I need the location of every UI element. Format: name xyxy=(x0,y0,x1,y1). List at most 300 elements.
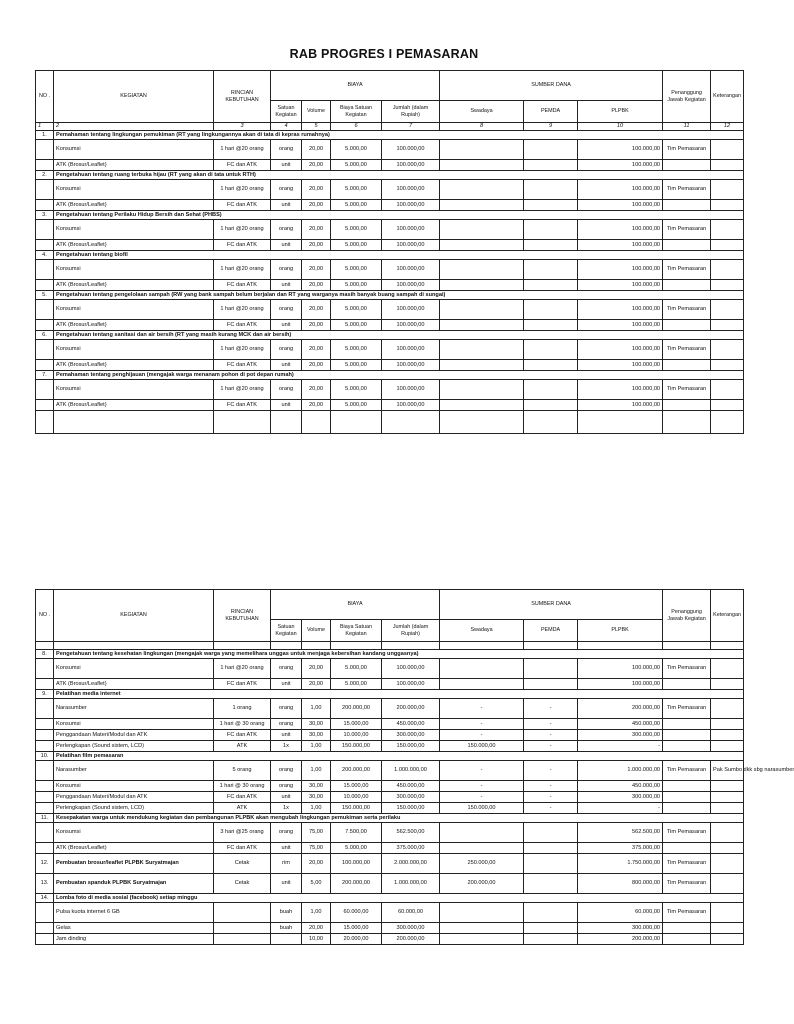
satuan-cell: orang xyxy=(271,180,302,200)
biaya-satuan-cell: 150.000,00 xyxy=(331,803,382,814)
kegiatan-cell: ATK (Brosur/Leaflet) xyxy=(54,320,214,331)
biaya-satuan-cell: 200.000,00 xyxy=(331,874,382,894)
jumlah-cell: 100.000,00 xyxy=(382,400,440,411)
header-pemda: PEMDA xyxy=(524,101,578,123)
rincian-cell: FC dan ATK xyxy=(214,320,271,331)
section-header-row xyxy=(36,894,744,903)
satuan-cell: orang xyxy=(271,781,302,792)
biaya-satuan-cell: 5.000,00 xyxy=(331,400,382,411)
rincian-cell: 1 hari @20 orang xyxy=(214,659,271,679)
keterangan-cell xyxy=(711,823,744,843)
penanggung-jawab-cell xyxy=(663,730,711,741)
header-satuan: Satuan Kegiatan xyxy=(271,620,302,642)
plpbk-cell: 100.000,00 xyxy=(578,320,663,331)
jumlah-cell: 150.000,00 xyxy=(382,741,440,752)
table-row xyxy=(36,792,744,803)
section-title: Pengetahuan tentang pengelolaan sampah (RW yang bank sampah belum berjalan dan RT yang warganya masih banyak buang sampah di sungai) xyxy=(54,291,744,300)
penanggung-jawab-cell: Tim Pemasaran xyxy=(663,260,711,280)
volume-cell: 20,00 xyxy=(302,923,331,934)
column-number: 12 xyxy=(711,123,744,131)
row-number-cell xyxy=(36,659,54,679)
header-keterangan: Keterangan xyxy=(711,590,744,642)
section-number: 6. xyxy=(36,331,54,340)
biaya-satuan-cell: 200.000,00 xyxy=(331,699,382,719)
pemda-cell xyxy=(524,874,578,894)
biaya-satuan-cell: 10.000,00 xyxy=(331,730,382,741)
section-title: Pengetahuan tentang kesehatan lingkungan (mengajak warga yang memelihara unggas untuk menjaga kebersihan kandang unggasnya) xyxy=(54,650,744,659)
biaya-satuan-cell: 5.000,00 xyxy=(331,360,382,371)
penanggung-jawab-cell xyxy=(663,280,711,291)
volume-cell: 20,00 xyxy=(302,854,331,874)
kegiatan-cell: Konsumsi xyxy=(54,719,214,730)
penanggung-jawab-cell xyxy=(663,160,711,171)
plpbk-cell: 100.000,00 xyxy=(578,380,663,400)
penanggung-jawab-cell xyxy=(663,843,711,854)
rincian-cell: FC dan ATK xyxy=(214,360,271,371)
swadaya-cell: - xyxy=(440,730,524,741)
column-number: 7 xyxy=(382,123,440,131)
keterangan-cell xyxy=(711,923,744,934)
volume-cell: 20,00 xyxy=(302,220,331,240)
section-header-row xyxy=(36,251,744,260)
section-number: 14. xyxy=(36,894,54,903)
table-row xyxy=(36,803,744,814)
column-number-row xyxy=(36,123,744,131)
keterangan-cell xyxy=(711,240,744,251)
penanggung-jawab-cell: Tim Pemasaran xyxy=(663,140,711,160)
rab-table-page-1 xyxy=(35,70,744,434)
row-number-cell xyxy=(36,260,54,280)
rincian-cell: 1 hari @20 orang xyxy=(214,140,271,160)
pemda-cell xyxy=(524,854,578,874)
biaya-satuan-cell: 5.000,00 xyxy=(331,180,382,200)
pemda-cell xyxy=(524,843,578,854)
header-biaya-satuan: Biaya Satuan Kegiatan xyxy=(331,620,382,642)
biaya-satuan-cell: 20.000,00 xyxy=(331,934,382,945)
volume-cell: 1,00 xyxy=(302,903,331,923)
header-biaya-satuan: Biaya Satuan Kegiatan xyxy=(331,101,382,123)
row-number-cell xyxy=(36,300,54,320)
penanggung-jawab-cell: Tim Pemasaran xyxy=(663,300,711,320)
pemda-cell xyxy=(524,659,578,679)
blank-cell xyxy=(382,411,440,434)
section-number: 2. xyxy=(36,171,54,180)
kegiatan-cell: Konsumsi xyxy=(54,180,214,200)
table-row xyxy=(36,340,744,360)
kegiatan-cell: Konsumsi xyxy=(54,659,214,679)
header-satuan: Satuan Kegiatan xyxy=(271,101,302,123)
pemda-cell: - xyxy=(524,699,578,719)
plpbk-cell: 450.000,00 xyxy=(578,781,663,792)
rincian-cell: ATK xyxy=(214,803,271,814)
keterangan-cell xyxy=(711,679,744,690)
pemda-cell xyxy=(524,180,578,200)
plpbk-cell: 100.000,00 xyxy=(578,340,663,360)
biaya-satuan-cell: 5.000,00 xyxy=(331,140,382,160)
jumlah-cell: 2.000.000,00 xyxy=(382,854,440,874)
volume-cell: 1,00 xyxy=(302,699,331,719)
volume-cell: 20,00 xyxy=(302,679,331,690)
satuan-cell: rim xyxy=(271,854,302,874)
rincian-cell: FC dan ATK xyxy=(214,843,271,854)
pemda-cell xyxy=(524,934,578,945)
section-title: Pemahaman tentang penghijauan (mengajak warga menanam pohon di pot depan rumah) xyxy=(54,371,744,380)
header-sumber-dana: SUMBER DANA xyxy=(440,590,663,620)
keterangan-cell xyxy=(711,874,744,894)
plpbk-cell: 300.000,00 xyxy=(578,792,663,803)
keterangan-cell xyxy=(711,781,744,792)
row-number-cell xyxy=(36,792,54,803)
jumlah-cell: 1.000.000,00 xyxy=(382,874,440,894)
row-number-cell xyxy=(36,934,54,945)
volume-cell: 20,00 xyxy=(302,200,331,211)
plpbk-cell: 100.000,00 xyxy=(578,360,663,371)
keterangan-cell xyxy=(711,280,744,291)
table-row xyxy=(36,400,744,411)
rincian-cell: FC dan ATK xyxy=(214,280,271,291)
blank-cell xyxy=(578,411,663,434)
pemda-cell: - xyxy=(524,730,578,741)
kegiatan-cell: Konsumsi xyxy=(54,220,214,240)
section-title: Pelatihan media internet xyxy=(54,690,744,699)
rincian-cell: 1 hari @20 orang xyxy=(214,380,271,400)
pemda-cell: - xyxy=(524,803,578,814)
row-number-cell xyxy=(36,160,54,171)
swadaya-cell: - xyxy=(440,792,524,803)
biaya-satuan-cell: 200.000,00 xyxy=(331,761,382,781)
jumlah-cell: 300.000,00 xyxy=(382,730,440,741)
penanggung-jawab-cell: Tim Pemasaran xyxy=(663,903,711,923)
volume-cell: 20,00 xyxy=(302,320,331,331)
volume-cell: 1,00 xyxy=(302,803,331,814)
kegiatan-cell: Konsumsi xyxy=(54,140,214,160)
header-rincian: RINCIAN KEBUTUHAN xyxy=(214,590,271,642)
volume-cell: 20,00 xyxy=(302,260,331,280)
satuan-cell: unit xyxy=(271,730,302,741)
pemda-cell: - xyxy=(524,741,578,752)
keterangan-cell xyxy=(711,730,744,741)
biaya-satuan-cell: 15.000,00 xyxy=(331,923,382,934)
swadaya-cell xyxy=(440,340,524,360)
plpbk-cell: 200.000,00 xyxy=(578,934,663,945)
kegiatan-cell: ATK (Brosur/Leaflet) xyxy=(54,679,214,690)
satuan-cell: orang xyxy=(271,761,302,781)
kegiatan-cell: Narasumber xyxy=(54,761,214,781)
table-row xyxy=(36,781,744,792)
satuan-cell: orang xyxy=(271,719,302,730)
row-number-cell xyxy=(36,280,54,291)
volume-cell: 20,00 xyxy=(302,240,331,251)
volume-cell: 20,00 xyxy=(302,380,331,400)
biaya-satuan-cell: 100.000,00 xyxy=(331,854,382,874)
rincian-cell: Cetak xyxy=(214,874,271,894)
rincian-cell: 1 hari @20 orang xyxy=(214,260,271,280)
biaya-satuan-cell: 5.000,00 xyxy=(331,340,382,360)
swadaya-cell xyxy=(440,300,524,320)
row-number-cell xyxy=(36,679,54,690)
section-number: 1. xyxy=(36,131,54,140)
kegiatan-cell: Narasumber xyxy=(54,699,214,719)
satuan-cell: buah xyxy=(271,923,302,934)
row-number-cell xyxy=(36,699,54,719)
section-number: 4. xyxy=(36,251,54,260)
keterangan-cell xyxy=(711,659,744,679)
penanggung-jawab-cell: Tim Pemasaran xyxy=(663,220,711,240)
keterangan-cell xyxy=(711,200,744,211)
satuan-cell: unit xyxy=(271,320,302,331)
header-plpbk: PLPBK xyxy=(578,101,663,123)
column-number: 6 xyxy=(331,123,382,131)
keterangan-cell xyxy=(711,400,744,411)
section-title: Lomba foto di media sosial (facebook) setiap minggu xyxy=(54,894,744,903)
rincian-cell: 1 hari @20 orang xyxy=(214,340,271,360)
header-penanggung-jawab: Penanggung Jawab Kegiatan xyxy=(663,590,711,642)
biaya-satuan-cell: 150.000,00 xyxy=(331,741,382,752)
blank-cell xyxy=(54,411,214,434)
header-rincian: RINCIAN KEBUTUHAN xyxy=(214,71,271,123)
swadaya-cell: 200.000,00 xyxy=(440,874,524,894)
swadaya-cell: - xyxy=(440,761,524,781)
table-header-1 xyxy=(36,71,744,131)
jumlah-cell: 100.000,00 xyxy=(382,160,440,171)
section-header-row xyxy=(36,331,744,340)
plpbk-cell: 1.750.000,00 xyxy=(578,854,663,874)
swadaya-cell xyxy=(440,140,524,160)
penanggung-jawab-cell: Tim Pemasaran xyxy=(663,761,711,781)
biaya-satuan-cell: 5.000,00 xyxy=(331,200,382,211)
blank-cell xyxy=(663,411,711,434)
biaya-satuan-cell: 5.000,00 xyxy=(331,320,382,331)
kegiatan-cell: Konsumsi xyxy=(54,823,214,843)
volume-cell: 20,00 xyxy=(302,180,331,200)
table-row xyxy=(36,679,744,690)
satuan-cell: orang xyxy=(271,699,302,719)
header-no: NO . xyxy=(36,71,54,123)
volume-cell: 20,00 xyxy=(302,360,331,371)
satuan-cell: unit xyxy=(271,240,302,251)
swadaya-cell: - xyxy=(440,719,524,730)
plpbk-cell: 60.000,00 xyxy=(578,903,663,923)
volume-cell: 75,00 xyxy=(302,843,331,854)
swadaya-cell xyxy=(440,220,524,240)
jumlah-cell: 100.000,00 xyxy=(382,320,440,331)
jumlah-cell: 450.000,00 xyxy=(382,719,440,730)
section-header-row xyxy=(36,131,744,140)
jumlah-cell: 100.000,00 xyxy=(382,300,440,320)
table-row xyxy=(36,260,744,280)
blank-cell xyxy=(440,411,524,434)
section-header-row xyxy=(36,690,744,699)
swadaya-cell xyxy=(440,380,524,400)
swadaya-cell: - xyxy=(440,781,524,792)
section-title: Pengetahuan tentang biofil xyxy=(54,251,744,260)
volume-cell: 5,00 xyxy=(302,874,331,894)
biaya-satuan-cell: 5.000,00 xyxy=(331,679,382,690)
kegiatan-cell: Konsumsi xyxy=(54,300,214,320)
swadaya-cell xyxy=(440,280,524,291)
header-swadaya: Swadaya xyxy=(440,620,524,642)
keterangan-cell xyxy=(711,719,744,730)
rincian-cell: FC dan ATK xyxy=(214,240,271,251)
jumlah-cell: 100.000,00 xyxy=(382,340,440,360)
jumlah-cell: 300.000,00 xyxy=(382,792,440,803)
plpbk-cell: 300.000,00 xyxy=(578,730,663,741)
blank-cell xyxy=(214,411,271,434)
rincian-cell: 3 hari @25 orang xyxy=(214,823,271,843)
keterangan-cell xyxy=(711,320,744,331)
section-number: 11. xyxy=(36,814,54,823)
swadaya-cell xyxy=(440,843,524,854)
table-row xyxy=(36,730,744,741)
rincian-cell: 1 orang xyxy=(214,699,271,719)
kegiatan-cell: ATK (Brosur/Leaflet) xyxy=(54,843,214,854)
pemda-cell xyxy=(524,220,578,240)
column-number: 11 xyxy=(663,123,711,131)
column-number: 3 xyxy=(214,123,271,131)
section-number: 3. xyxy=(36,211,54,220)
keterangan-cell xyxy=(711,380,744,400)
penanggung-jawab-cell xyxy=(663,792,711,803)
swadaya-cell xyxy=(440,260,524,280)
plpbk-cell: 100.000,00 xyxy=(578,260,663,280)
swadaya-cell xyxy=(440,240,524,251)
row-number-cell xyxy=(36,320,54,331)
biaya-satuan-cell: 60.000,00 xyxy=(331,903,382,923)
row-number-cell xyxy=(36,180,54,200)
swadaya-cell xyxy=(440,934,524,945)
kegiatan-cell: Konsumsi xyxy=(54,340,214,360)
pemda-cell xyxy=(524,320,578,331)
jumlah-cell: 100.000,00 xyxy=(382,240,440,251)
penanggung-jawab-cell: Tim Pemasaran xyxy=(663,823,711,843)
volume-cell: 20,00 xyxy=(302,140,331,160)
rincian-cell: FC dan ATK xyxy=(214,400,271,411)
pemda-cell xyxy=(524,280,578,291)
rincian-cell xyxy=(214,934,271,945)
keterangan-cell xyxy=(711,180,744,200)
satuan-cell: orang xyxy=(271,140,302,160)
row-number-cell xyxy=(36,140,54,160)
penanggung-jawab-cell: Tim Pemasaran xyxy=(663,874,711,894)
jumlah-cell: 200.000,00 xyxy=(382,699,440,719)
keterangan-cell xyxy=(711,340,744,360)
rincian-cell: 1 hari @20 orang xyxy=(214,300,271,320)
kegiatan-cell: ATK (Brosur/Leaflet) xyxy=(54,200,214,211)
section-number: 8. xyxy=(36,650,54,659)
rincian-cell: 1 hari @ 30 orang xyxy=(214,781,271,792)
keterangan-cell xyxy=(711,300,744,320)
section-number: 12. xyxy=(36,854,54,874)
swadaya-cell xyxy=(440,923,524,934)
satuan-cell: orang xyxy=(271,300,302,320)
jumlah-cell: 100.000,00 xyxy=(382,280,440,291)
section-number: 9. xyxy=(36,690,54,699)
rincian-cell: FC dan ATK xyxy=(214,792,271,803)
penanggung-jawab-cell xyxy=(663,934,711,945)
penanggung-jawab-cell xyxy=(663,803,711,814)
pemda-cell xyxy=(524,679,578,690)
table-row xyxy=(36,240,744,251)
table-body-1 xyxy=(36,131,744,434)
table-row xyxy=(36,874,744,894)
row-number-cell xyxy=(36,340,54,360)
table-row xyxy=(36,160,744,171)
satuan-cell: unit xyxy=(271,843,302,854)
kegiatan-cell: Penggandaan Materi/Modul dan ATK xyxy=(54,792,214,803)
plpbk-cell: 200.000,00 xyxy=(578,699,663,719)
volume-cell: 20,00 xyxy=(302,400,331,411)
jumlah-cell: 100.000,00 xyxy=(382,679,440,690)
jumlah-cell: 100.000,00 xyxy=(382,220,440,240)
section-number: 5. xyxy=(36,291,54,300)
table-row xyxy=(36,360,744,371)
header-biaya: BIAYA xyxy=(271,590,440,620)
header-no: NO . xyxy=(36,590,54,642)
row-number-cell xyxy=(36,761,54,781)
section-number: 13. xyxy=(36,874,54,894)
rincian-cell: 1 hari @20 orang xyxy=(214,220,271,240)
kegiatan-cell: Gelas xyxy=(54,923,214,934)
jumlah-cell: 100.000,00 xyxy=(382,380,440,400)
pemda-cell xyxy=(524,380,578,400)
swadaya-cell xyxy=(440,903,524,923)
rincian-cell: FC dan ATK xyxy=(214,679,271,690)
table-row xyxy=(36,380,744,400)
pemda-cell: - xyxy=(524,792,578,803)
volume-cell: 75,00 xyxy=(302,823,331,843)
pemda-cell xyxy=(524,923,578,934)
biaya-satuan-cell: 5.000,00 xyxy=(331,843,382,854)
jumlah-cell: 100.000,00 xyxy=(382,360,440,371)
section-title: Pemahaman tentang lingkungan pemukiman (RT yang lingkungannya akan di tata di kepras rumahnya) xyxy=(54,131,744,140)
header-plpbk: PLPBK xyxy=(578,620,663,642)
header-keterangan: Keterangan xyxy=(711,71,744,123)
jumlah-cell: 100.000,00 xyxy=(382,180,440,200)
jumlah-cell: 60.000,00 xyxy=(382,903,440,923)
rincian-cell: 1 hari @ 30 orang xyxy=(214,719,271,730)
section-title: Kesepakatan warga untuk mendukung kegiatan dan pembangunan PLPBK akan mengubah lingkungan pemukiman serta perilaku xyxy=(54,814,744,823)
kegiatan-cell: Jam dinding xyxy=(54,934,214,945)
biaya-satuan-cell: 5.000,00 xyxy=(331,240,382,251)
volume-cell: 1,00 xyxy=(302,761,331,781)
keterangan-cell xyxy=(711,360,744,371)
volume-cell: 1,00 xyxy=(302,741,331,752)
penanggung-jawab-cell xyxy=(663,360,711,371)
keterangan-cell xyxy=(711,854,744,874)
swadaya-cell xyxy=(440,320,524,331)
volume-cell: 20,00 xyxy=(302,280,331,291)
penanggung-jawab-cell xyxy=(663,400,711,411)
header-jumlah: Jumlah (dalam Rupiah) xyxy=(382,620,440,642)
penanggung-jawab-cell: Tim Pemasaran xyxy=(663,380,711,400)
jumlah-cell: 300.000,00 xyxy=(382,923,440,934)
section-title: Pelatihan film pemasaran xyxy=(54,752,744,761)
row-number-cell xyxy=(36,240,54,251)
volume-cell: 20,00 xyxy=(302,160,331,171)
satuan-cell xyxy=(271,934,302,945)
table-row xyxy=(36,741,744,752)
jumlah-cell: 100.000,00 xyxy=(382,200,440,211)
penanggung-jawab-cell xyxy=(663,679,711,690)
volume-cell: 30,00 xyxy=(302,792,331,803)
plpbk-cell: 800.000,00 xyxy=(578,874,663,894)
plpbk-cell: 100.000,00 xyxy=(578,659,663,679)
jumlah-cell: 375.000,00 xyxy=(382,843,440,854)
column-number: 10 xyxy=(578,123,663,131)
rincian-cell: FC dan ATK xyxy=(214,200,271,211)
section-title: Pengetahuan tentang Perilaku Hidup Bersih dan Sehat (PHBS) xyxy=(54,211,744,220)
section-header-row xyxy=(36,171,744,180)
